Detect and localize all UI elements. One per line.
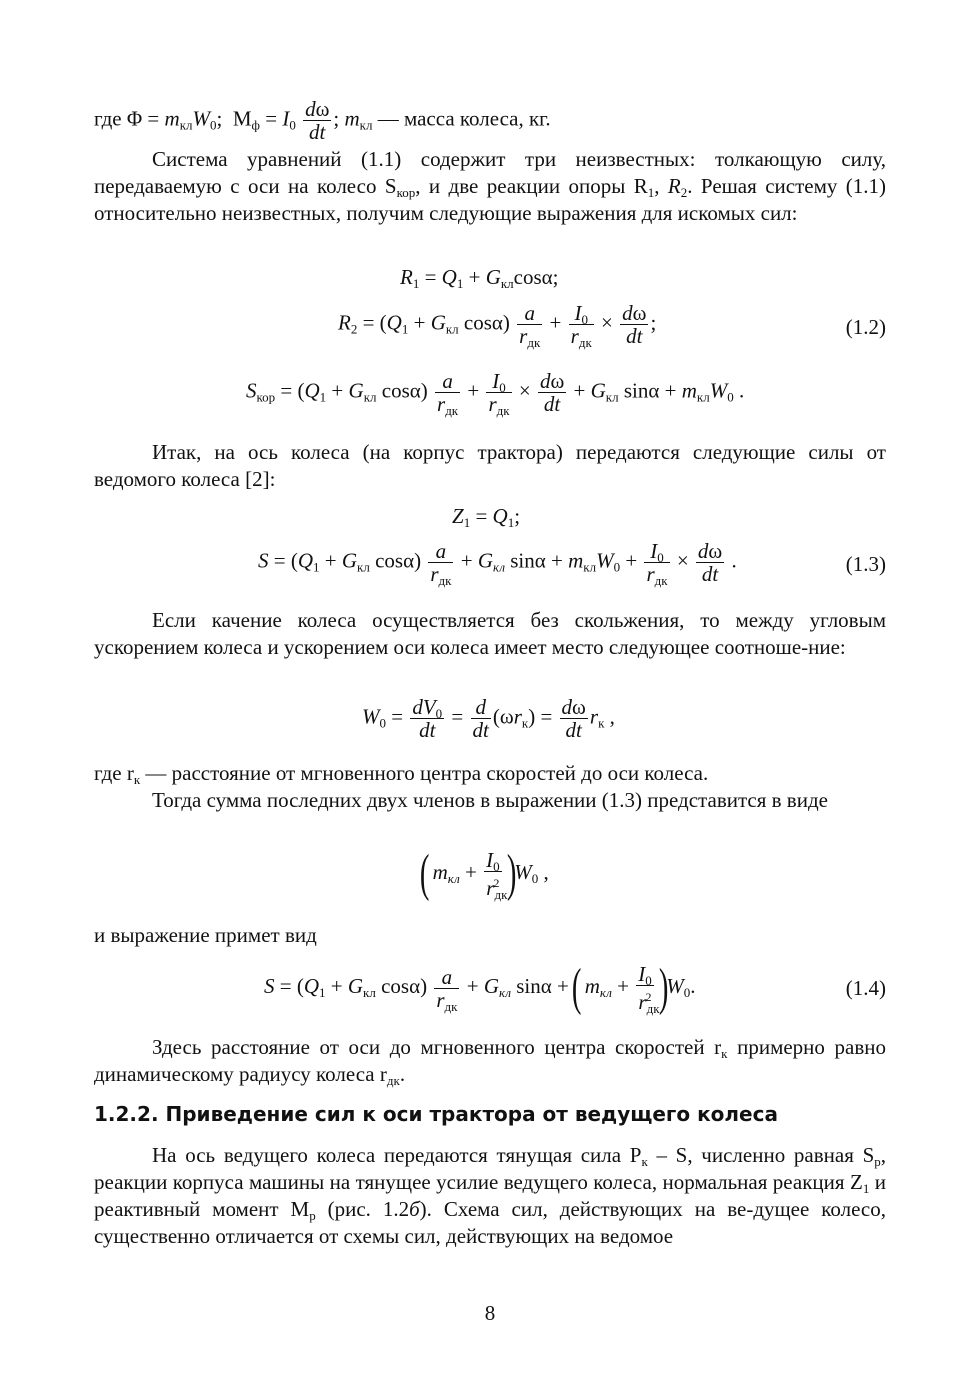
equation-skor: $S_{кор} = (Q_1 + G_{кл}$ cosα) $\frac{a}{r_{дк}}$ + $\frac{I_0}{r_{дк}}$ × $\frac{d\omega}{dt}$ + $G_{кл}$ $\sin\alpha + m_{кл}W_0$ . <box>246 369 745 418</box>
para7-b: примерно равно динамическому радиусу колеса r <box>94 1035 886 1086</box>
equation-s: $S = (Q_1 + G_{кл}$ cosα) $\frac{a}{r_{дк}}$ + $G_{кл}$ $\sin\alpha + m_{кл}W_0$ + $\frac{I_0}{r_{дк}}$ × $\frac{d\omega}{dt}$ . <box>258 539 737 588</box>
para1-sub: кор <box>396 185 416 200</box>
para4-b: — расстояние от мгновенного центра скоростей до оси колеса. <box>140 761 709 785</box>
paragraph-forces-transmitted: Итак, на ось колеса (на корпус трактора) передаются следующие силы от ведомого колеса [2]: <box>94 440 886 491</box>
paragraph-rk-definition <box>94 760 886 787</box>
para1-text: Система уравнений (1.1) содержит три неизвестных: толкающую силу, передаваемую с оси на колесо S <box>94 147 886 198</box>
para7-a: Здесь расстояние от оси до мгновенного центра скоростей r <box>152 1035 722 1059</box>
para4-a: где r <box>94 761 134 785</box>
para7-sub: дк <box>386 1073 400 1088</box>
equation-r2: $R_2 = (Q_1 + G_{кл}$ cosα) $\frac{a}{r_{дк}}$ + $\frac{I_0}{r_{дк}}$ × $\frac{d\omega}{dt}$ ; <box>338 301 657 350</box>
page-number: 8 <box>484 1301 496 1325</box>
para8-a: На ось ведущего колеса передаются тянущая сила P <box>152 1143 642 1167</box>
paragraph-expression-form: и выражение примет вид <box>94 923 317 947</box>
paragraph-dynamic-radius: Здесь расстояние от оси до мгновенного центра скоростей $r_к$ примерно равно динамическому радиусу колеса $r_{дк}$. <box>94 1035 886 1088</box>
equation-number-1-4: (1.4) <box>845 976 886 1000</box>
para8-e: (рис. 1.2 <box>315 1197 410 1221</box>
para8-g: ). Схема сил, действующих на ве-дущее колесо, существенно отличается от схемы сил, действующих на ведомое <box>94 1197 886 1248</box>
section-heading: 1.2.2. Приведение сил к оси трактора от ведущего колеса <box>94 1102 778 1126</box>
para8-d: и реактивный момент M <box>94 1170 886 1221</box>
para8-c: , реакции корпуса машины на тянущее усилие ведущего колеса, нормальная реакция Z <box>94 1143 886 1194</box>
para4-sub: к <box>133 772 141 787</box>
para1-rest: , и две реакции опоры R <box>415 174 648 198</box>
equation-z1: $Z_1 = Q_1$; <box>452 504 521 530</box>
equation-s-final: $S = (Q_1 + G_{кл}$ cosα) $\frac{a}{r_{дк}}$ + $G_{кл}$ sinα + ( $m_{кл}$ + $\frac{I_0}{r_{дк}^2}$ )$W_0$. <box>264 959 696 1016</box>
equation-bracket-sum: ( $m_{кл}$ + $\frac{I_0}{r_{дк}^2}$ )$W_0$ , <box>419 845 549 902</box>
paragraph-rolling: Если качение колеса осуществляется без скольжения, то между угловым ускорением колеса и ускорением оси колеса имеет место следующее соотноше-ние: <box>94 608 886 659</box>
equation-number-1-2: (1.2) <box>845 315 886 339</box>
paragraph-driving-wheel: На ось ведущего колеса передаются тянущая сила $P_к$ – S, численно равная $S_р$, реакции корпуса машины на тянущее усилие ведущего колеса, нормальная реакция $Z_1$ и реактивный момент $M_р$ (рис. 1.2б). Схема сил, действующих на ве-дущее колесо, существенно отличается от схемы сил, действующих на ведомое <box>94 1143 886 1248</box>
equation-w0: $W_0$ = $\frac{dV_0}{dt}$ = $\frac{d}{dt}$ $(\omega r_к)$ = $\frac{d\omega}{dt}$ $r_к$ , <box>362 695 615 742</box>
paragraph-system-equations: Система уравнений (1.1) содержит три неизвестных: толкающую силу, передаваемую с оси на колесо $S_{кор}$, и две реакции опоры $R_1$, $R_2$. Решая систему (1.1) относительно неизвестных, получим следующие выражения для искомых сил: <box>94 147 887 225</box>
equation-number-1-3: (1.3) <box>845 552 886 576</box>
para8-f: б <box>409 1197 420 1221</box>
para8-b: – S, численно равная S <box>647 1143 875 1167</box>
paragraph-sum-terms: Тогда сумма последних двух членов в выражении (1.3) представится в виде <box>152 788 828 812</box>
para1-end: . Решая систему (1.1) относительно неизвестных, получим следующие выражения для искомых сил: <box>94 174 887 225</box>
intro-line: где $\Phi = m_{кл}W_0$; $M_ф = I_0$ $\frac{d\omega}{dt}$ ; $m_{кл}$ — масса колеса, кг. <box>94 97 551 144</box>
equation-r1: $R_1 = Q_1 + G_{кл}\cos\alpha$; <box>400 265 559 291</box>
